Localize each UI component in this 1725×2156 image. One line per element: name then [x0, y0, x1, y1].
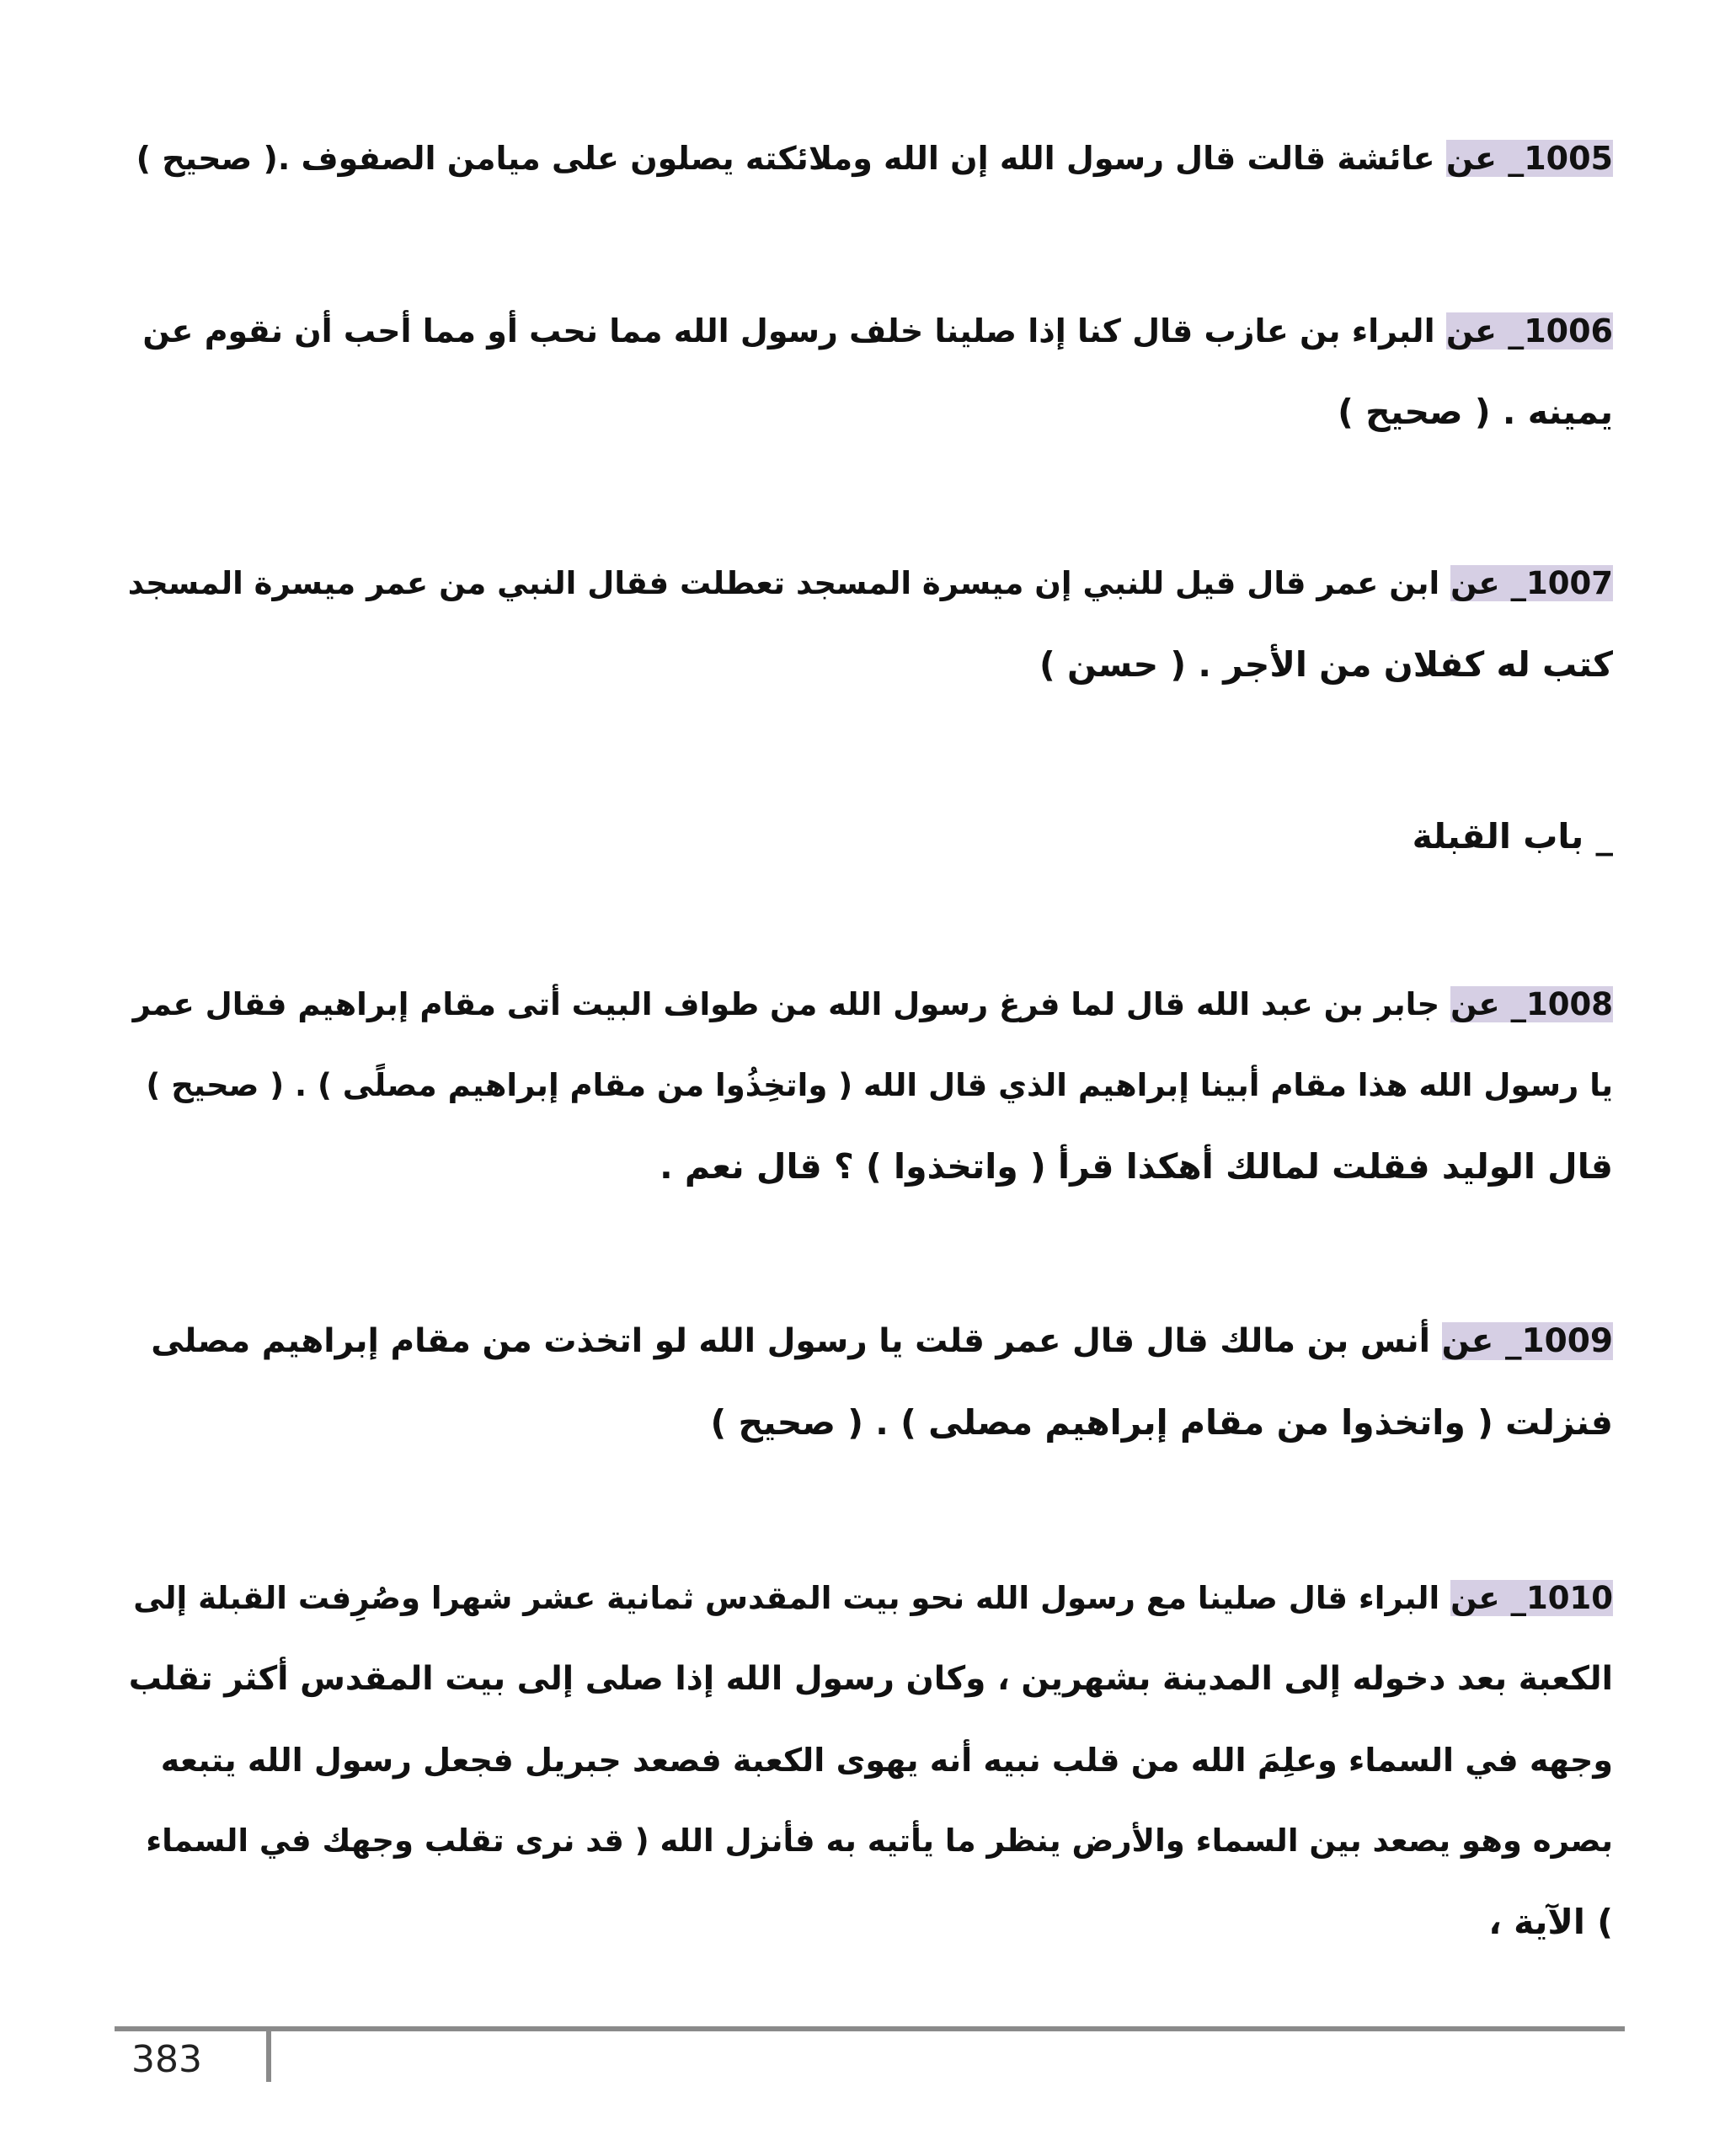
hadith-number: 1008: [1526, 986, 1613, 1022]
hadith-number-highlight: 1006_ عن: [1445, 312, 1613, 350]
hadith-1006: [126, 291, 1613, 452]
footer-divider: [266, 2030, 271, 2082]
page-number: 383: [131, 2038, 202, 2081]
hadith-number: 1009: [1521, 1322, 1613, 1360]
hadith-line: [126, 543, 1613, 624]
hadith-line: كتب له كفلان من الأجر . ( حسن ): [1039, 644, 1613, 685]
hadith-line: [126, 1301, 1613, 1382]
hadith-number-highlight: 1005_ عن: [1445, 140, 1613, 177]
footer-rule: [115, 2026, 1625, 2031]
hadith-line: قال الوليد فقلت لمالك أهكذا قرأ ( واتخذوا ) ؟ قال نعم .: [660, 1146, 1613, 1187]
hadith-line: ) الآية ،: [1488, 1902, 1613, 1942]
hadith-line: يمينه . ( صحيح ): [1338, 392, 1613, 432]
hadith-line: يا رسول الله هذا مقام أبينا إبراهيم الذي قال الله ( واتخِذُوا من مقام إبراهيم مصلًى ) . ( صحيح ): [146, 1067, 1613, 1103]
hadith-line: وجهه في السماء وعلِمَ الله من قلب نبيه أنه يهوى الكعبة فصعد جبريل فجعل رسول الله يتبعه: [160, 1742, 1613, 1779]
hadith-text: ابن عمر قال قيل للنبي إن ميسرة المسجد تعطلت فقال النبي من عمر ميسرة المسجد: [127, 565, 1440, 601]
hadith-text: جابر بن عبد الله قال لما فرغ رسول الله من طواف البيت أتى مقام إبراهيم فقال عمر: [132, 986, 1440, 1022]
hadith-number-highlight: 1007_ عن: [1450, 565, 1613, 601]
hadith-line: [126, 291, 1613, 371]
section-heading: _ باب القبلة: [1412, 816, 1613, 857]
hadith-number: 1005: [1524, 140, 1613, 177]
hadith-number: 1006: [1524, 312, 1613, 350]
hadith-text: البراء بن عازب قال كنا إذا صلينا خلف رسول الله مما نحب أو مما أحب أن نقوم عن: [142, 312, 1435, 350]
hadith-number: 1007: [1526, 565, 1613, 601]
hadith-number-highlight: 1010_ عن: [1450, 1580, 1613, 1616]
hadith-line: [126, 118, 1613, 199]
hadith-text: عائشة قالت قال رسول الله إن الله وملائكته يصلون على ميامن الصفوف .( صحيح ): [136, 140, 1435, 177]
hadith-line: [126, 964, 1613, 1045]
hadith-1008: [126, 964, 1613, 1207]
hadith-text: البراء قال صلينا مع رسول الله نحو بيت المقدس ثمانية عشر شهرا وصُرِفت القبلة إلى: [133, 1580, 1440, 1616]
hadith-1009: [126, 1301, 1613, 1463]
hadith-line: بصره وهو يصعد بين السماء والأرض ينظر ما يأتيه به فأنزل الله ( قد نرى تقلب وجهك في السماء: [146, 1822, 1613, 1859]
hadith-number: 1010: [1526, 1580, 1613, 1616]
hadith-1010: [126, 1558, 1613, 1962]
hadith-1007: [126, 543, 1613, 705]
hadith-text: أنس بن مالك قال قال عمر قلت يا رسول الله لو اتخذت من مقام إبراهيم مصلى: [151, 1322, 1431, 1360]
hadith-number-highlight: 1009_ عن: [1441, 1322, 1613, 1360]
hadith-line: الكعبة بعد دخوله إلى المدينة بشهرين ، وكان رسول الله إذا صلى إلى بيت المقدس أكثر تقلب: [128, 1660, 1613, 1698]
hadith-line: [126, 1558, 1613, 1639]
hadith-1005: [126, 118, 1613, 199]
hadith-line: فنزلت ( واتخذوا من مقام إبراهيم مصلى ) . ( صحيح ): [710, 1402, 1613, 1443]
hadith-number-highlight: 1008_ عن: [1450, 986, 1613, 1022]
